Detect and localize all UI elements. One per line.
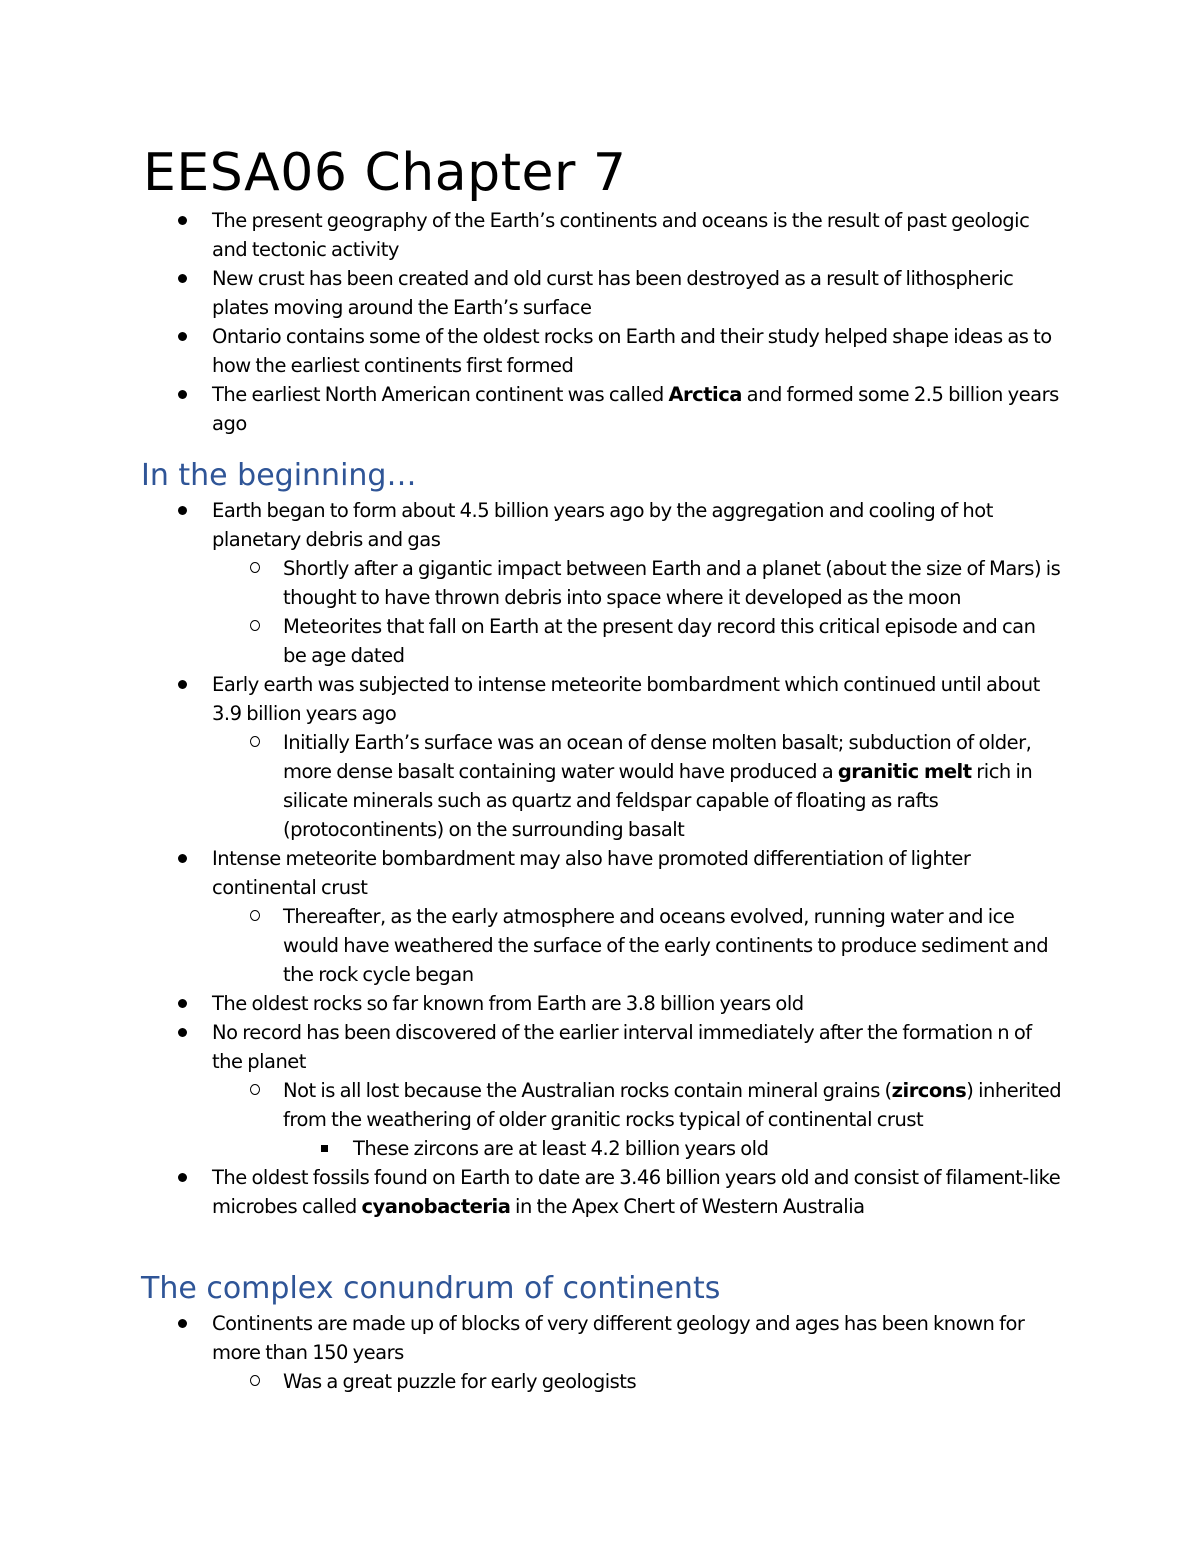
list-item: Early earth was subjected to intense meteorite bombardment which continued until about 3.9 billion years ago — [212, 670, 1062, 728]
bullet-icon — [178, 216, 187, 225]
list-item: The earliest North American continent was called Arctica and formed some 2.5 billion years ago — [212, 380, 1062, 438]
circle-bullet-icon — [250, 910, 260, 921]
intro-list — [0, 206, 1200, 438]
list-item: The oldest fossils found on Earth to date are 3.46 billion years old and consist of filament-like microbes called cyanobacteria in the Apex Chert of Western Australia — [212, 1163, 1062, 1221]
continents-list — [0, 1309, 1200, 1396]
bullet-icon — [178, 332, 187, 341]
list-item: Earth began to form about 4.5 billion years ago by the aggregation and cooling of hot planetary debris and gas — [212, 496, 1062, 554]
sub-list-item: Was a great puzzle for early geologists — [283, 1367, 1063, 1396]
section-heading-continents: The complex conundrum of continents — [141, 1271, 721, 1306]
sub-list-item: Thereafter, as the early atmosphere and oceans evolved, running water and ice would have weathered the surface of the early continents to produce sediment and the rock cycle began — [283, 902, 1063, 989]
list-item: The oldest rocks so far known from Earth are 3.8 billion years old — [212, 989, 1062, 1018]
term-zircons: zircons — [891, 1079, 967, 1102]
sub-list-item: Meteorites that fall on Earth at the present day record this critical episode and can be age dated — [283, 612, 1063, 670]
list-item: Ontario contains some of the oldest rocks on Earth and their study helped shape ideas as to how the earliest continents first formed — [212, 322, 1062, 380]
list-item: Continents are made up of blocks of very different geology and ages has been known for more than 150 years — [212, 1309, 1062, 1367]
circle-bullet-icon — [250, 562, 260, 573]
list-item: Intense meteorite bombardment may also have promoted differentiation of lighter continental crust — [212, 844, 1062, 902]
sub-list-item: Shortly after a gigantic impact between Earth and a planet (about the size of Mars) is thought to have thrown debris into space where it developed as the moon — [283, 554, 1063, 612]
term-arctica: Arctica — [668, 383, 742, 406]
beginning-list — [0, 496, 1200, 1221]
sub-sub-list-item: These zircons are at least 4.2 billion years old — [353, 1134, 1053, 1163]
bullet-icon — [178, 390, 187, 399]
circle-bullet-icon — [250, 620, 260, 631]
document-title: EESA06 Chapter 7 — [143, 143, 627, 203]
bullet-icon — [178, 680, 187, 689]
list-item: The present geography of the Earth’s continents and oceans is the result of past geologic and tectonic activity — [212, 206, 1062, 264]
bullet-icon — [178, 1173, 187, 1182]
bullet-icon — [178, 1319, 187, 1328]
bullet-icon — [178, 1028, 187, 1037]
section-heading-beginning: In the beginning… — [141, 458, 417, 493]
circle-bullet-icon — [250, 1084, 260, 1095]
list-item: No record has been discovered of the earlier interval immediately after the formation n of the planet — [212, 1018, 1062, 1076]
sub-list-item: Initially Earth’s surface was an ocean of dense molten basalt; subduction of older, more dense basalt containing water would have produced a granitic melt rich in silicate minerals such as quartz and feldspar capable of floating as rafts (protocontinents) on the surrounding basalt — [283, 728, 1063, 844]
term-granitic-melt: granitic melt — [837, 760, 972, 783]
bullet-icon — [178, 999, 187, 1008]
square-bullet-icon — [321, 1145, 328, 1152]
bullet-icon — [178, 274, 187, 283]
bullet-icon — [178, 854, 187, 863]
term-cyanobacteria: cyanobacteria — [361, 1195, 511, 1218]
circle-bullet-icon — [250, 1375, 260, 1386]
circle-bullet-icon — [250, 736, 260, 747]
list-item: New crust has been created and old curst has been destroyed as a result of lithospheric plates moving around the Earth’s surface — [212, 264, 1062, 322]
bullet-icon — [178, 506, 187, 515]
sub-list-item: Not is all lost because the Australian rocks contain mineral grains (zircons) inherited from the weathering of older granitic rocks typical of continental crust — [283, 1076, 1063, 1134]
